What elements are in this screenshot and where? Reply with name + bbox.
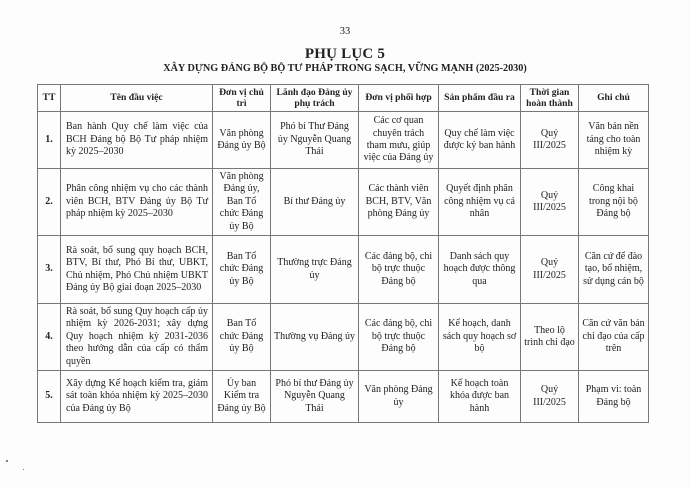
cell-output: Danh sách quy hoạch được thông qua: [439, 236, 521, 304]
cell-party-leader: Phó bí Thư Đảng ủy Nguyễn Quang Thái: [271, 112, 359, 169]
cell-output: Kế hoạch toàn khóa được ban hành: [439, 371, 521, 423]
cell-tt: 3.: [38, 236, 61, 304]
header-task-name: Tên đầu việc: [61, 85, 213, 112]
cell-task-name: Rà soát, bổ sung Quy hoạch cấp ủy nhiệm kỳ 2026-2031; xây dựng Quy hoạch nhiệm kỳ 2031-2036 theo hướng dẫn của cấp có thẩm quyền: [61, 304, 213, 371]
cell-coordinating-unit: Các cơ quan chuyên trách tham mưu, giúp việc của Đảng ủy: [359, 112, 439, 169]
cell-coordinating-unit: Văn phòng Đảng ủy: [359, 371, 439, 423]
scan-speck: [6, 460, 8, 462]
cell-output: Kế hoạch, danh sách quy hoạch sơ bộ: [439, 304, 521, 371]
table-row: [38, 112, 649, 169]
cell-output: Quy chế làm việc được ký ban hành: [439, 112, 521, 169]
cell-lead-unit: Văn phòng Đảng ủy Bộ: [213, 112, 271, 169]
scan-speck: [23, 469, 24, 470]
appendix-title: PHỤ LỤC 5: [304, 46, 386, 62]
task-table: [37, 84, 649, 423]
cell-deadline: Quý III/2025: [521, 169, 579, 236]
cell-deadline: Theo lộ trình chỉ đạo: [521, 304, 579, 371]
header-party-leader: Lãnh đạo Đảng ủy phụ trách: [271, 85, 359, 112]
cell-tt: 5.: [38, 371, 61, 423]
header-deadline: Thời gian hoàn thành: [521, 85, 579, 112]
header-notes: Ghi chú: [579, 85, 649, 112]
cell-lead-unit: Ủy ban Kiểm tra Đảng ủy Bộ: [213, 371, 271, 423]
cell-party-leader: Bí thư Đảng ủy: [271, 169, 359, 236]
header-lead-unit: Đơn vị chủ trì: [213, 85, 271, 112]
page-number: 33: [339, 26, 351, 37]
cell-tt: 4.: [38, 304, 61, 371]
header-coordinating-unit: Đơn vị phối hợp: [359, 85, 439, 112]
cell-notes: Căn cứ văn bản chỉ đạo của cấp trên: [579, 304, 649, 371]
cell-coordinating-unit: Các thành viên BCH, BTV, Văn phòng Đảng ủy: [359, 169, 439, 236]
cell-output: Quyết định phân công nhiệm vụ cá nhân: [439, 169, 521, 236]
cell-deadline: Quý III/2025: [521, 371, 579, 423]
cell-notes: Căn cứ để đào tạo, bổ nhiệm, sử dụng cán bộ: [579, 236, 649, 304]
cell-notes: Văn bản nền tảng cho toàn nhiệm kỳ: [579, 112, 649, 169]
cell-deadline: Quý III/2025: [521, 236, 579, 304]
cell-party-leader: Phó bí thư Đảng ủy Nguyễn Quang Thái: [271, 371, 359, 423]
cell-lead-unit: Ban Tổ chức Đảng ủy Bộ: [213, 304, 271, 371]
cell-tt: 2.: [38, 169, 61, 236]
cell-notes: Phạm vi: toàn Đảng bộ: [579, 371, 649, 423]
table-row: [38, 169, 649, 236]
cell-coordinating-unit: Các đảng bộ, chi bộ trực thuộc Đảng bộ: [359, 304, 439, 371]
table-row: [38, 236, 649, 304]
appendix-subtitle: XÂY DỰNG ĐẢNG BỘ BỘ TƯ PHÁP TRONG SẠCH, VỮNG MẠNH (2025-2030): [163, 63, 527, 74]
cell-task-name: Xây dựng Kế hoạch kiểm tra, giám sát toàn khóa nhiệm kỳ 2025–2030 của Đảng ủy Bộ: [61, 371, 213, 423]
cell-tt: 1.: [38, 112, 61, 169]
cell-lead-unit: Ban Tổ chức Đảng ủy Bộ: [213, 236, 271, 304]
cell-party-leader: Thường trực Đảng ủy: [271, 236, 359, 304]
table-row: [38, 304, 649, 371]
table-row: [38, 371, 649, 423]
cell-notes: Công khai trong nội bộ Đảng bộ: [579, 169, 649, 236]
header-output: Sản phẩm đầu ra: [439, 85, 521, 112]
cell-task-name: Rà soát, bổ sung quy hoạch BCH, BTV, Bí thư, Phó Bí thư, UBKT, Chủ nhiệm, Phó Chủ nhiệm UBKT Đảng ủy Bộ giai đoạn 2025–2030: [61, 236, 213, 304]
cell-lead-unit: Văn phòng Đảng ủy, Ban Tổ chức Đảng ủy Bộ: [213, 169, 271, 236]
header-tt: TT: [38, 85, 61, 112]
cell-coordinating-unit: Các đảng bộ, chi bộ trực thuộc Đảng bộ: [359, 236, 439, 304]
cell-deadline: Quý III/2025: [521, 112, 579, 169]
cell-party-leader: Thường vụ Đảng ủy: [271, 304, 359, 371]
cell-task-name: Phân công nhiệm vụ cho các thành viên BCH, BTV Đảng ủy Bộ Tư pháp nhiệm kỳ 2025–2030: [61, 169, 213, 236]
cell-task-name: Ban hành Quy chế làm việc của BCH Đảng bộ Bộ Tư pháp nhiệm kỳ 2025–2030: [61, 112, 213, 169]
table-header-row: [38, 85, 649, 112]
